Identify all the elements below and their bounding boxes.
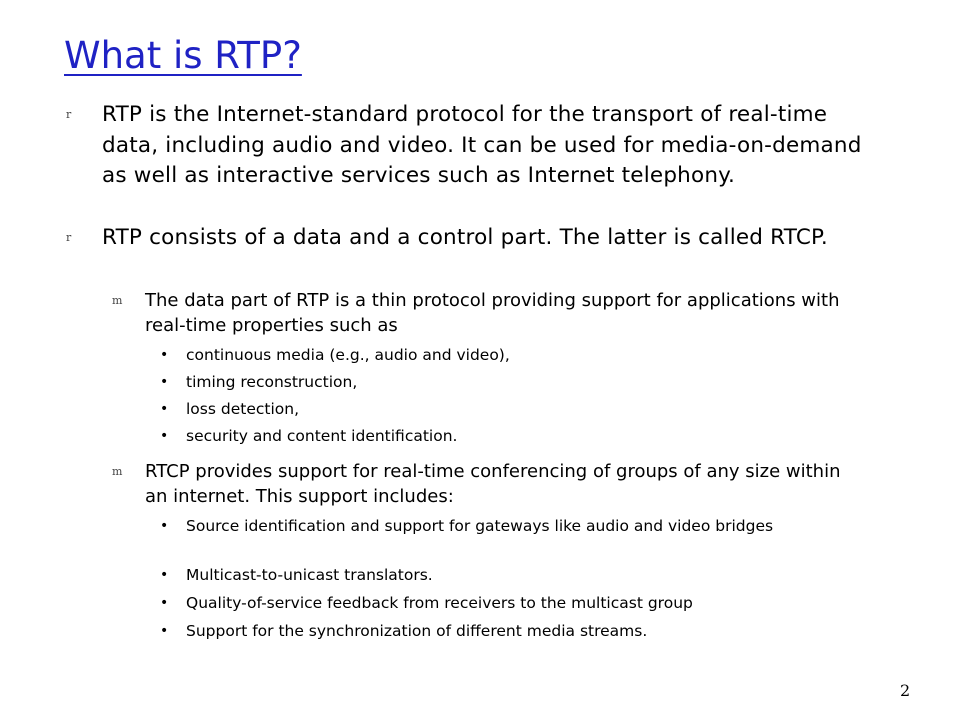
slide-title: What is RTP? — [64, 34, 302, 77]
bullet-dot-icon: • — [160, 623, 169, 639]
sub-bullet-text: The data part of RTP is a thin protocol providing support for applications with real-time properties such as — [145, 290, 840, 336]
bullet-marker: r — [66, 231, 72, 244]
bullet-dot-icon: • — [160, 347, 169, 363]
bullet-dot-icon: • — [160, 401, 169, 417]
list-item — [160, 372, 876, 393]
sub-bullet-marker: m — [112, 294, 123, 307]
list-item — [160, 399, 876, 420]
list-item-text: Multicast-to-unicast translators. — [186, 566, 433, 584]
list-item — [160, 565, 876, 586]
list-item-text: Support for the synchronization of different media streams. — [186, 622, 648, 640]
bullet-dot-icon: • — [160, 428, 169, 444]
bullet-text: RTP is the Internet-standard protocol for the transport of real-time data, including audio and video. It can be used for media-on-demand as well as interactive services such as Internet telephony. — [102, 102, 862, 188]
sub-bullet-text: RTCP provides support for real-time conferencing of groups of any size within an internet. This support includes: — [145, 461, 841, 507]
sub-bullet-marker: m — [112, 465, 123, 478]
bullet-dot-icon: • — [160, 567, 169, 583]
list-item-text: continuous media (e.g., audio and video), — [186, 346, 510, 364]
list-item — [160, 345, 876, 366]
list-item-text: Source identification and support for gateways like audio and video bridges — [186, 517, 774, 535]
list-item — [160, 516, 866, 537]
list-item — [160, 426, 876, 447]
list-item — [160, 621, 876, 642]
bullet-text: RTP consists of a data and a control part. The latter is called RTCP. — [102, 225, 828, 250]
bullet-dot-icon: • — [160, 595, 169, 611]
list-item-text: Quality-of-service feedback from receivers to the multicast group — [186, 594, 693, 612]
sub-bullet-data-part — [112, 288, 865, 338]
sub-bullet-rtcp — [112, 459, 865, 509]
list-item-text: loss detection, — [186, 400, 299, 418]
list-item-text: security and content identification. — [186, 427, 458, 445]
page-number: 2 — [900, 681, 911, 700]
bullet-dot-icon: • — [160, 518, 169, 534]
bullet-rtp-parts — [66, 223, 862, 254]
bullet-marker: r — [66, 108, 72, 121]
bullet-rtp-definition — [66, 100, 862, 192]
bullet-dot-icon: • — [160, 374, 169, 390]
list-item-text: timing reconstruction, — [186, 373, 358, 391]
list-item — [160, 593, 876, 614]
